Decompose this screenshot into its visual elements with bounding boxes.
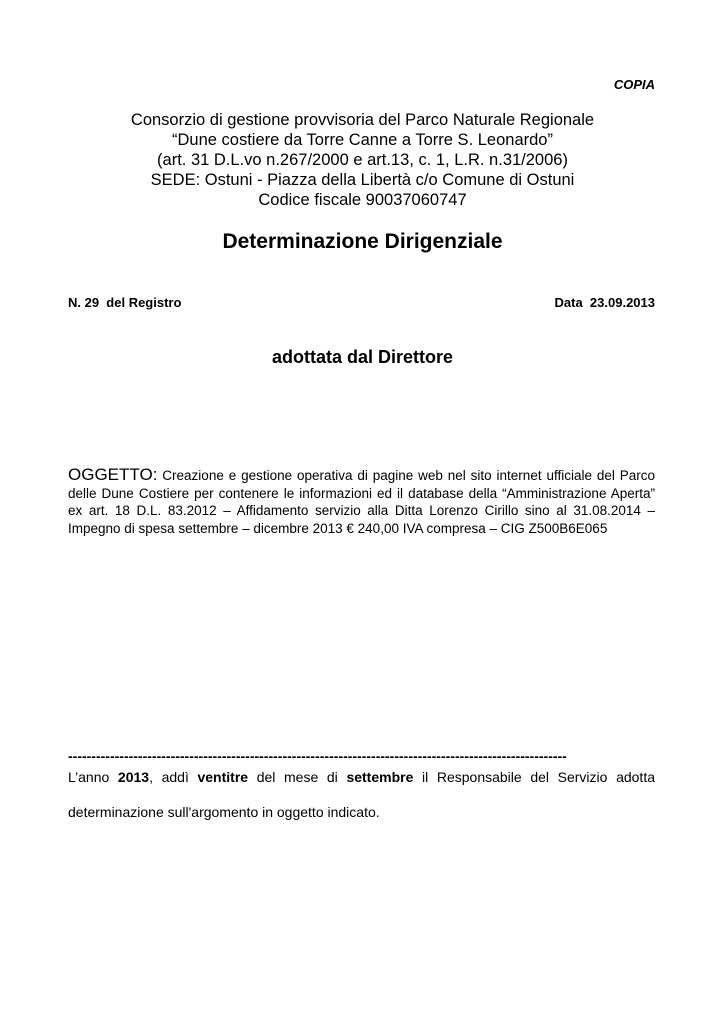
header-line-legal-refs: (art. 31 D.L.vo n.267/2000 e art.13, c. 1, L.R. n.31/2006) xyxy=(157,151,568,169)
body-text-b: , addì xyxy=(149,769,198,785)
body-text-a: L’anno xyxy=(68,769,118,785)
body-day: ventitre xyxy=(197,769,249,785)
issuer-header xyxy=(0,110,725,210)
body-text-d: il Responsabile del Servizio adotta xyxy=(413,769,655,785)
dashed-separator: ----------------------------------------------------------------------------------------------------------- xyxy=(68,748,567,764)
document-title: Determinazione Dirigenziale xyxy=(222,230,503,253)
subject-label: OGGETTO: xyxy=(68,465,158,484)
body-year: 2013 xyxy=(117,769,150,785)
subject-text: Creazione e gestione operativa di pagine web nel sito internet ufficiale del Parco delle Dune Costiere per contenere le informazioni ed il database della “Amministrazione Aperta” ex art. 18 D.L. 83.2012 – Affidamento servizio alla Ditta Lorenzo Cirillo sino al 31.08.2014 – Impegno di spesa settembre – dicembre 2013 € 240,00 IVA compresa – CIG Z500B6E065 xyxy=(68,468,655,536)
copy-marker: COPIA xyxy=(613,77,655,92)
registry-date: Data 23.09.2013 xyxy=(554,295,655,310)
registry-number: N. 29 del Registro xyxy=(68,295,182,310)
header-line-tax-code: Codice fiscale 90037060747 xyxy=(258,191,467,209)
adopted-by-heading: adottata dal Direttore xyxy=(271,347,454,367)
header-line-consortium: Consorzio di gestione provvisoria del Parco Naturale Regionale xyxy=(130,111,595,129)
body-paragraph-line-2: determinazione sull'argomento in oggetto indicato. xyxy=(68,804,380,820)
body-text-c: del mese di xyxy=(248,769,347,785)
body-paragraph-line-1 xyxy=(68,769,655,785)
body-month: settembre xyxy=(346,769,414,785)
header-line-seat: SEDE: Ostuni - Piazza della Libertà c/o Comune di Ostuni xyxy=(150,171,575,189)
subject-paragraph xyxy=(68,466,655,537)
header-line-park-name: “Dune costiere da Torre Canne a Torre S. Leonardo” xyxy=(172,131,553,149)
